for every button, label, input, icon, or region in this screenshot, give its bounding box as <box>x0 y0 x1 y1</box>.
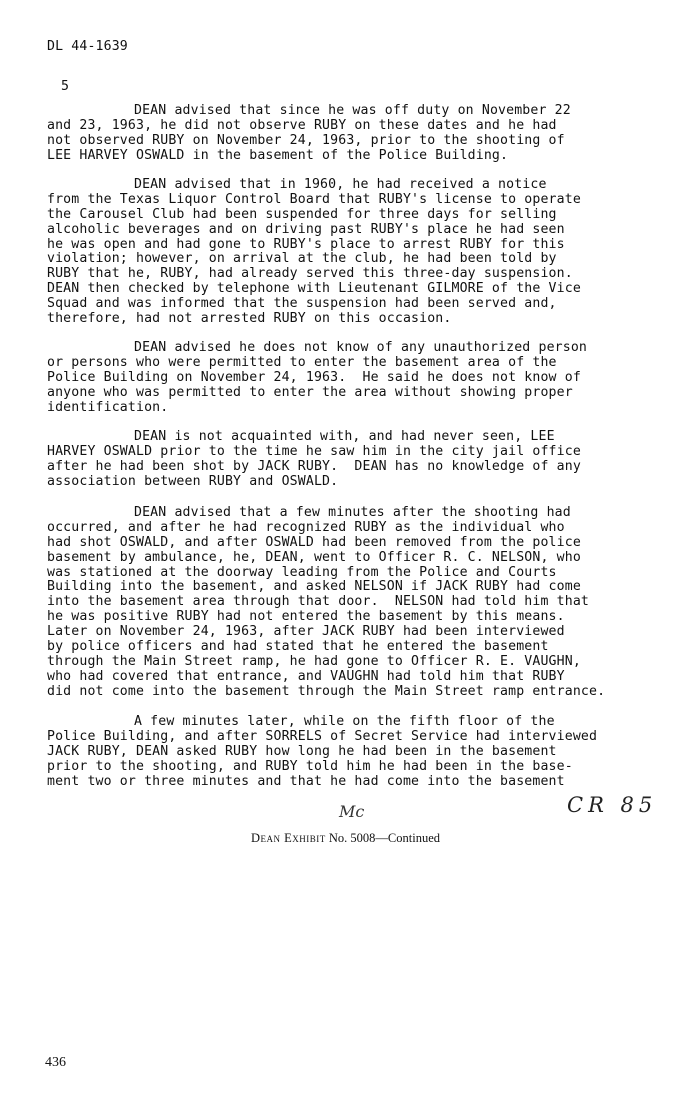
paragraph-1 <box>47 104 657 164</box>
text-line: DEAN then checked by telephone with Lieutenant GILMORE of the Vice <box>47 281 581 297</box>
exhibit-caption-number: No. 5008—Continued <box>328 831 440 845</box>
text-line: was stationed at the doorway leading from the Police and Courts <box>47 564 557 580</box>
text-line: Police Building, and after SORRELS of Secret Service had interviewed <box>47 728 598 744</box>
text-line: not observed RUBY on November 24, 1963, prior to the shooting of <box>47 132 565 148</box>
text-line: DEAN advised that a few minutes after the shooting had <box>134 505 571 520</box>
paragraph-6 <box>47 715 657 789</box>
text-line: DEAN advised that in 1960, he had received a notice <box>134 177 547 192</box>
text-line: association between RUBY and OSWALD. <box>47 473 339 489</box>
exhibit-caption <box>0 831 691 846</box>
text-line: occurred, and after he had recognized RUBY as the individual who <box>47 519 565 535</box>
text-line: DEAN is not acquainted with, and had never seen, LEE <box>134 429 555 444</box>
exhibit-caption-prefix: Dean Exhibit <box>250 831 326 845</box>
text-line: the Carousel Club had been suspended for three days for selling <box>47 206 557 222</box>
text-line: he was positive RUBY had not entered the basement by this means. <box>47 609 565 625</box>
text-line: A few minutes later, while on the fifth floor of the <box>134 714 555 729</box>
text-line: anyone who was permitted to enter the area without showing proper <box>47 384 573 400</box>
page-sequence: 5 <box>61 79 70 94</box>
handwritten-initials: Mc <box>339 802 365 821</box>
text-line: alcoholic beverages and on driving past RUBY's place he had seen <box>47 221 565 237</box>
text-line: had shot OSWALD, and after OSWALD had been removed from the police <box>47 534 581 550</box>
text-line: DEAN advised he does not know of any unauthorized person <box>134 340 588 355</box>
text-line: therefore, had not arrested RUBY on this occasion. <box>47 311 452 327</box>
text-line: or persons who were permitted to enter the basement area of the <box>47 354 557 370</box>
text-line: did not come into the basement through the Main Street ramp entrance. <box>47 683 606 699</box>
paragraph-2 <box>47 178 657 327</box>
text-line: through the Main Street ramp, he had gone to Officer R. E. VAUGHN, <box>47 653 581 669</box>
text-line: JACK RUBY, DEAN asked RUBY how long he had been in the basement <box>47 743 557 759</box>
text-line: Squad and was informed that the suspension had been served and, <box>47 296 557 312</box>
text-line: he was open and had gone to RUBY's place to arrest RUBY for this <box>47 236 565 252</box>
text-line: by police officers and had stated that he entered the basement <box>47 639 549 655</box>
text-line: basement by ambulance, he, DEAN, went to Officer R. C. NELSON, who <box>47 549 581 565</box>
page-number: 436 <box>45 1055 66 1070</box>
text-line: prior to the shooting, and RUBY told him he had been in the base- <box>47 758 573 774</box>
text-line: HARVEY OSWALD prior to the time he saw him in the city jail office <box>47 443 581 459</box>
text-line: RUBY that he, RUBY, had already served this three-day suspension. <box>47 266 573 282</box>
text-line: violation; however, on arrival at the club, he had been told by <box>47 251 557 267</box>
text-line: DEAN advised that since he was off duty on November 22 <box>134 103 571 118</box>
text-line: from the Texas Liquor Control Board that RUBY's license to operate <box>47 191 581 207</box>
file-number: DL 44-1639 <box>47 39 128 54</box>
text-line: Police Building on November 24, 1963. He said he does not know of <box>47 369 581 385</box>
paragraph-3 <box>47 341 657 415</box>
text-line: who had covered that entrance, and VAUGHN had told him that RUBY <box>47 668 565 684</box>
handwritten-notation: CR 85 <box>567 793 658 817</box>
text-line: into the basement area through that door. NELSON had told him that <box>47 594 589 610</box>
text-line: ment two or three minutes and that he had come into the basement <box>47 773 565 789</box>
paragraph-4 <box>47 430 657 490</box>
text-line: Later on November 24, 1963, after JACK RUBY had been interviewed <box>47 624 565 640</box>
paragraph-5 <box>47 506 657 700</box>
text-line: Building into the basement, and asked NELSON if JACK RUBY had come <box>47 579 581 595</box>
text-line: after he had been shot by JACK RUBY. DEAN has no knowledge of any <box>47 458 581 474</box>
text-line: LEE HARVEY OSWALD in the basement of the Police Building. <box>47 147 509 163</box>
text-line: and 23, 1963, he did not observe RUBY on these dates and he had <box>47 117 557 133</box>
text-line: identification. <box>47 399 169 415</box>
